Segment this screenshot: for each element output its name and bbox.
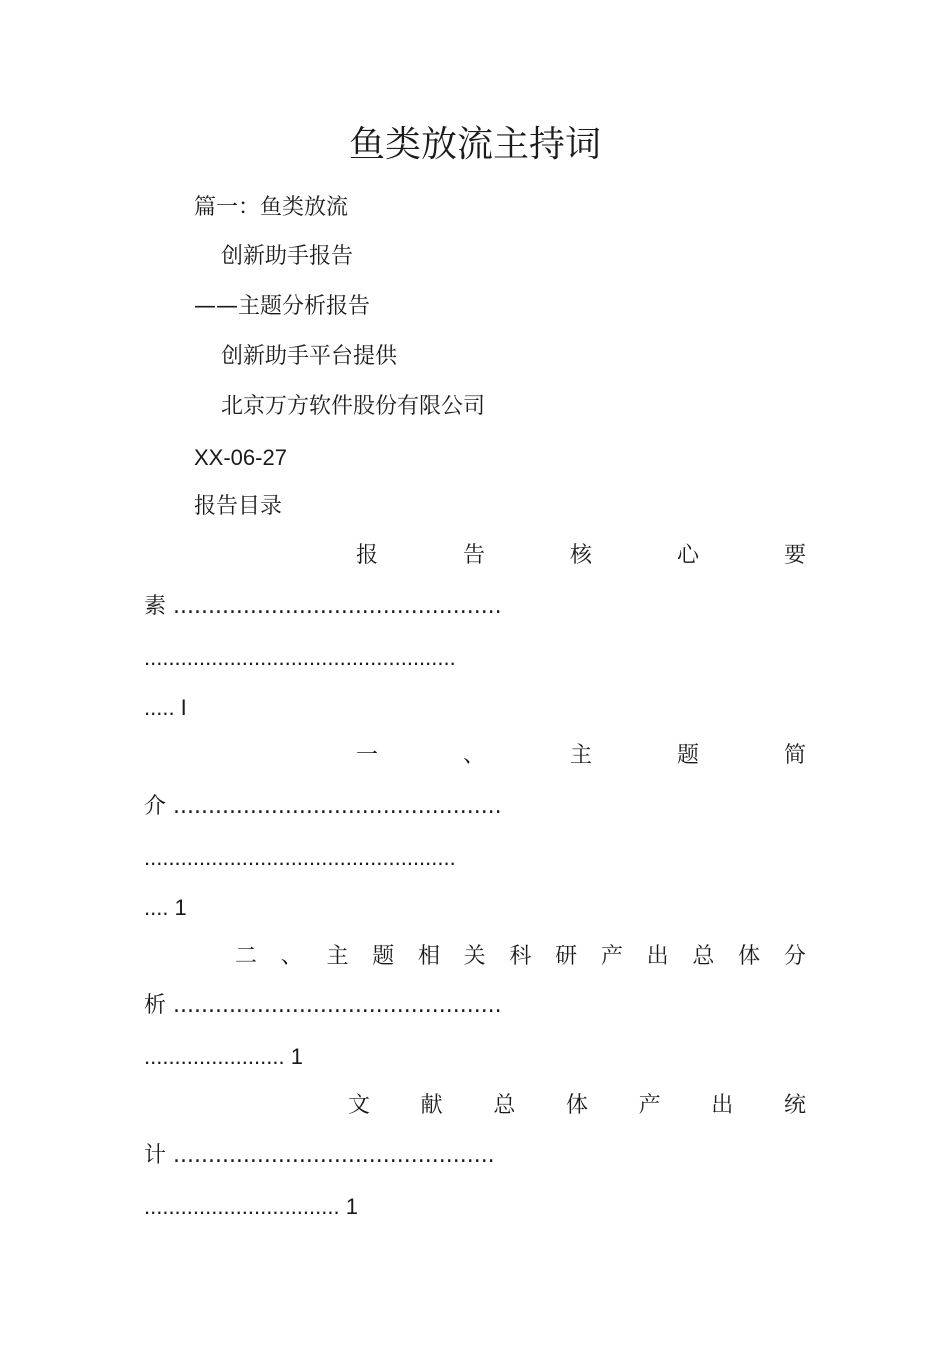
toc-char: 主 [326, 944, 349, 969]
toc-char: 产 [638, 1093, 661, 1118]
toc-char: 分 [783, 944, 806, 969]
toc-char: 献 [420, 1093, 443, 1118]
toc-entry-2-leader: ................................................... [144, 845, 456, 870]
toc-char: 主 [569, 743, 592, 768]
toc-char: 文 [348, 1093, 371, 1118]
line-report-subtitle: ——主题分析报告 [194, 294, 371, 319]
toc-char: 体 [565, 1093, 588, 1118]
toc-char: 要 [783, 543, 806, 568]
line-company: 北京万方软件股份有限公司 [221, 394, 486, 419]
toc-entry-2-title [356, 741, 806, 771]
toc-entry-1-leader: ................................................... [144, 645, 456, 670]
toc-entry-1-title [356, 541, 806, 571]
line-platform: 创新助手平台提供 [221, 344, 398, 369]
document-title: 鱼类放流主持词 [348, 124, 601, 165]
toc-entry-3-page: ....................... 1 [144, 1044, 303, 1069]
toc-char: 统 [783, 1093, 806, 1118]
toc-char: 简 [783, 743, 806, 768]
toc-char: 、 [462, 743, 485, 768]
toc-char: 体 [738, 944, 761, 969]
toc-char: 、 [280, 944, 303, 969]
toc-char: 相 [417, 944, 440, 969]
line-report-name: 创新助手报告 [221, 244, 354, 269]
line-toc-heading: 报告目录 [194, 494, 283, 519]
toc-char: 产 [600, 944, 623, 969]
toc-entry-4-page: ................................ 1 [144, 1194, 358, 1219]
toc-entry-2-page: .... 1 [144, 895, 187, 920]
toc-char: 二 [235, 944, 258, 969]
toc-char: 题 [676, 743, 699, 768]
toc-char: 心 [676, 543, 699, 568]
toc-char: 核 [569, 543, 592, 568]
toc-entry-3-continuation: 析 ............................................... [144, 993, 502, 1018]
toc-entry-4-title [348, 1091, 806, 1121]
toc-char: 总 [692, 944, 715, 969]
toc-char: 一 [356, 743, 379, 768]
toc-entry-2-continuation: 介 ............................................... [144, 794, 502, 819]
toc-entry-1-continuation: 素 ............................................... [144, 594, 502, 619]
line-date: XX-06-27 [194, 445, 287, 470]
toc-char: 报 [356, 543, 379, 568]
toc-char: 总 [493, 1093, 516, 1118]
toc-char: 研 [555, 944, 578, 969]
toc-char: 出 [711, 1093, 734, 1118]
toc-entry-4-continuation: 计 .............................................. [144, 1143, 495, 1168]
toc-char: 题 [372, 944, 395, 969]
toc-char: 出 [646, 944, 669, 969]
toc-char: 科 [509, 944, 532, 969]
toc-char: 关 [463, 944, 486, 969]
line-chapter-heading: 篇一：鱼类放流 [194, 195, 349, 220]
toc-entry-3-title [235, 942, 806, 972]
toc-entry-1-page: ..... I [144, 695, 187, 720]
toc-char: 告 [462, 543, 485, 568]
